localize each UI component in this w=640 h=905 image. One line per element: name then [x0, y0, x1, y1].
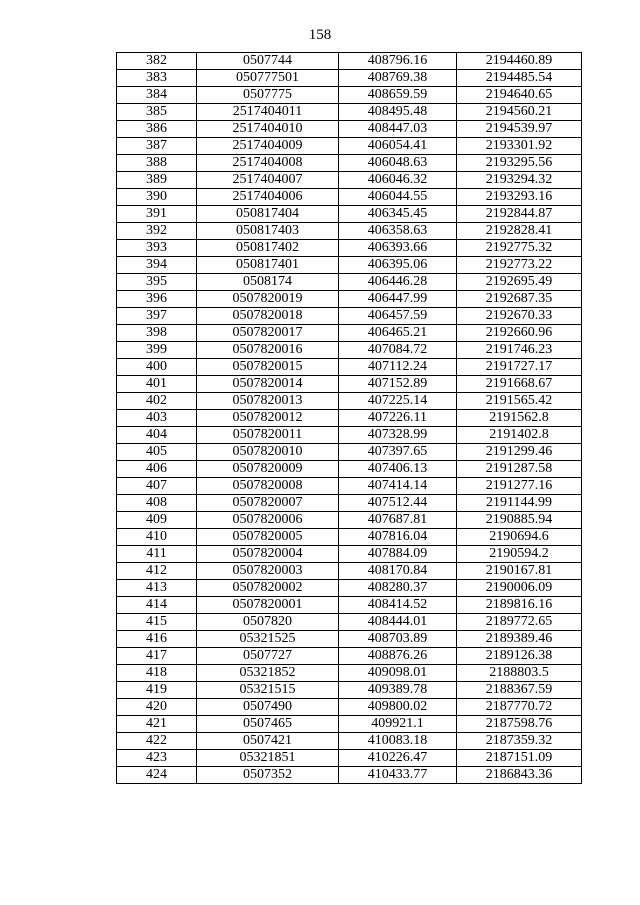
- table-row: [117, 308, 582, 325]
- table-row: [117, 495, 582, 512]
- table-row: [117, 189, 582, 206]
- y-coordinate-cell: 2189126.38: [457, 648, 582, 665]
- point-number-cell: 420: [117, 699, 197, 716]
- coordinates-table: [116, 52, 582, 784]
- x-coordinate-cell: 407397.65: [339, 444, 457, 461]
- point-code-cell: 0507820014: [197, 376, 339, 393]
- x-coordinate-cell: 406393.66: [339, 240, 457, 257]
- y-coordinate-cell: 2192775.32: [457, 240, 582, 257]
- x-coordinate-cell: 406048.63: [339, 155, 457, 172]
- y-coordinate-cell: 2191277.16: [457, 478, 582, 495]
- point-number-cell: 405: [117, 444, 197, 461]
- y-coordinate-cell: 2192773.22: [457, 257, 582, 274]
- point-number-cell: 389: [117, 172, 197, 189]
- page-number: 158: [308, 27, 332, 43]
- point-code-cell: 0507820013: [197, 393, 339, 410]
- x-coordinate-cell: 407225.14: [339, 393, 457, 410]
- point-code-cell: 0507820015: [197, 359, 339, 376]
- x-coordinate-cell: 408444.01: [339, 614, 457, 631]
- table-row: [117, 716, 582, 733]
- point-number-cell: 399: [117, 342, 197, 359]
- point-number-cell: 403: [117, 410, 197, 427]
- x-coordinate-cell: 406447.99: [339, 291, 457, 308]
- point-number-cell: 410: [117, 529, 197, 546]
- x-coordinate-cell: 407816.04: [339, 529, 457, 546]
- point-number-cell: 402: [117, 393, 197, 410]
- table-row: [117, 444, 582, 461]
- y-coordinate-cell: 2188803.5: [457, 665, 582, 682]
- y-coordinate-cell: 2191287.58: [457, 461, 582, 478]
- point-code-cell: 0507820016: [197, 342, 339, 359]
- point-number-cell: 392: [117, 223, 197, 240]
- y-coordinate-cell: 2189816.16: [457, 597, 582, 614]
- point-code-cell: 0507820001: [197, 597, 339, 614]
- point-number-cell: 386: [117, 121, 197, 138]
- point-code-cell: 0507820006: [197, 512, 339, 529]
- point-code-cell: 0507820009: [197, 461, 339, 478]
- y-coordinate-cell: 2192670.33: [457, 308, 582, 325]
- x-coordinate-cell: 407687.81: [339, 512, 457, 529]
- point-code-cell: 05321852: [197, 665, 339, 682]
- point-code-cell: 2517404007: [197, 172, 339, 189]
- y-coordinate-cell: 2191668.67: [457, 376, 582, 393]
- x-coordinate-cell: 406395.06: [339, 257, 457, 274]
- y-coordinate-cell: 2191565.42: [457, 393, 582, 410]
- point-code-cell: 2517404009: [197, 138, 339, 155]
- table-row: [117, 206, 582, 223]
- y-coordinate-cell: 2192844.87: [457, 206, 582, 223]
- point-number-cell: 388: [117, 155, 197, 172]
- point-number-cell: 408: [117, 495, 197, 512]
- point-code-cell: 0507820010: [197, 444, 339, 461]
- table-row: [117, 87, 582, 104]
- table-row: [117, 546, 582, 563]
- table-row: [117, 580, 582, 597]
- point-number-cell: 424: [117, 767, 197, 784]
- table-row: [117, 631, 582, 648]
- y-coordinate-cell: 2187598.76: [457, 716, 582, 733]
- point-number-cell: 383: [117, 70, 197, 87]
- x-coordinate-cell: 410083.18: [339, 733, 457, 750]
- point-code-cell: 0507820018: [197, 308, 339, 325]
- point-number-cell: 384: [117, 87, 197, 104]
- x-coordinate-cell: 409098.01: [339, 665, 457, 682]
- y-coordinate-cell: 2189389.46: [457, 631, 582, 648]
- table-body: [117, 53, 582, 784]
- point-number-cell: 411: [117, 546, 197, 563]
- point-number-cell: 423: [117, 750, 197, 767]
- point-code-cell: 05321851: [197, 750, 339, 767]
- point-code-cell: 050817401: [197, 257, 339, 274]
- table-row: [117, 461, 582, 478]
- y-coordinate-cell: 2191727.17: [457, 359, 582, 376]
- point-code-cell: 2517404011: [197, 104, 339, 121]
- point-code-cell: 0507775: [197, 87, 339, 104]
- x-coordinate-cell: 406358.63: [339, 223, 457, 240]
- point-number-cell: 406: [117, 461, 197, 478]
- point-number-cell: 404: [117, 427, 197, 444]
- x-coordinate-cell: 406457.59: [339, 308, 457, 325]
- y-coordinate-cell: 2188367.59: [457, 682, 582, 699]
- x-coordinate-cell: 408876.26: [339, 648, 457, 665]
- x-coordinate-cell: 408659.59: [339, 87, 457, 104]
- table-row: [117, 325, 582, 342]
- point-number-cell: 385: [117, 104, 197, 121]
- y-coordinate-cell: 2191562.8: [457, 410, 582, 427]
- x-coordinate-cell: 406044.55: [339, 189, 457, 206]
- table-row: [117, 478, 582, 495]
- point-number-cell: 419: [117, 682, 197, 699]
- point-number-cell: 412: [117, 563, 197, 580]
- table-row: [117, 376, 582, 393]
- y-coordinate-cell: 2190167.81: [457, 563, 582, 580]
- x-coordinate-cell: 408447.03: [339, 121, 457, 138]
- point-number-cell: 413: [117, 580, 197, 597]
- point-number-cell: 422: [117, 733, 197, 750]
- table-row: [117, 410, 582, 427]
- x-coordinate-cell: 407112.24: [339, 359, 457, 376]
- point-code-cell: 0507820004: [197, 546, 339, 563]
- y-coordinate-cell: 2190594.2: [457, 546, 582, 563]
- x-coordinate-cell: 408703.89: [339, 631, 457, 648]
- point-code-cell: 2517404006: [197, 189, 339, 206]
- point-code-cell: 0508174: [197, 274, 339, 291]
- table-row: [117, 359, 582, 376]
- table-row: [117, 682, 582, 699]
- table-row: [117, 733, 582, 750]
- y-coordinate-cell: 2191144.99: [457, 495, 582, 512]
- point-number-cell: 400: [117, 359, 197, 376]
- x-coordinate-cell: 410433.77: [339, 767, 457, 784]
- table-row: [117, 138, 582, 155]
- point-code-cell: 05321515: [197, 682, 339, 699]
- x-coordinate-cell: 409389.78: [339, 682, 457, 699]
- point-code-cell: 2517404008: [197, 155, 339, 172]
- table-row: [117, 223, 582, 240]
- y-coordinate-cell: 2193293.16: [457, 189, 582, 206]
- point-number-cell: 398: [117, 325, 197, 342]
- table-row: [117, 529, 582, 546]
- point-number-cell: 391: [117, 206, 197, 223]
- x-coordinate-cell: 406345.45: [339, 206, 457, 223]
- point-code-cell: 0507490: [197, 699, 339, 716]
- y-coordinate-cell: 2187151.09: [457, 750, 582, 767]
- y-coordinate-cell: 2194560.21: [457, 104, 582, 121]
- point-code-cell: 0507727: [197, 648, 339, 665]
- table-row: [117, 70, 582, 87]
- x-coordinate-cell: 408495.48: [339, 104, 457, 121]
- y-coordinate-cell: 2192828.41: [457, 223, 582, 240]
- y-coordinate-cell: 2191402.8: [457, 427, 582, 444]
- point-code-cell: 0507820003: [197, 563, 339, 580]
- x-coordinate-cell: 408280.37: [339, 580, 457, 597]
- x-coordinate-cell: 407084.72: [339, 342, 457, 359]
- table-row: [117, 614, 582, 631]
- table-row: [117, 767, 582, 784]
- y-coordinate-cell: 2190694.6: [457, 529, 582, 546]
- point-number-cell: 387: [117, 138, 197, 155]
- point-code-cell: 0507744: [197, 53, 339, 70]
- x-coordinate-cell: 407328.99: [339, 427, 457, 444]
- x-coordinate-cell: 409800.02: [339, 699, 457, 716]
- y-coordinate-cell: 2194460.89: [457, 53, 582, 70]
- x-coordinate-cell: 408769.38: [339, 70, 457, 87]
- point-code-cell: 050817404: [197, 206, 339, 223]
- table-row: [117, 750, 582, 767]
- table-row: [117, 393, 582, 410]
- y-coordinate-cell: 2189772.65: [457, 614, 582, 631]
- y-coordinate-cell: 2194539.97: [457, 121, 582, 138]
- point-code-cell: 0507820011: [197, 427, 339, 444]
- x-coordinate-cell: 407884.09: [339, 546, 457, 563]
- x-coordinate-cell: 408414.52: [339, 597, 457, 614]
- y-coordinate-cell: 2190885.94: [457, 512, 582, 529]
- table-row: [117, 53, 582, 70]
- y-coordinate-cell: 2192660.96: [457, 325, 582, 342]
- table-row: [117, 597, 582, 614]
- table-row: [117, 648, 582, 665]
- point-number-cell: 393: [117, 240, 197, 257]
- point-code-cell: 0507820007: [197, 495, 339, 512]
- table-row: [117, 563, 582, 580]
- table-row: [117, 427, 582, 444]
- point-number-cell: 416: [117, 631, 197, 648]
- x-coordinate-cell: 410226.47: [339, 750, 457, 767]
- point-code-cell: 0507465: [197, 716, 339, 733]
- y-coordinate-cell: 2186843.36: [457, 767, 582, 784]
- point-number-cell: 401: [117, 376, 197, 393]
- point-number-cell: 394: [117, 257, 197, 274]
- table-row: [117, 274, 582, 291]
- table-row: [117, 665, 582, 682]
- point-number-cell: 382: [117, 53, 197, 70]
- y-coordinate-cell: 2191746.23: [457, 342, 582, 359]
- x-coordinate-cell: 406446.28: [339, 274, 457, 291]
- x-coordinate-cell: 407512.44: [339, 495, 457, 512]
- y-coordinate-cell: 2193294.32: [457, 172, 582, 189]
- x-coordinate-cell: 408796.16: [339, 53, 457, 70]
- y-coordinate-cell: 2194485.54: [457, 70, 582, 87]
- x-coordinate-cell: 406465.21: [339, 325, 457, 342]
- y-coordinate-cell: 2190006.09: [457, 580, 582, 597]
- point-code-cell: 050777501: [197, 70, 339, 87]
- point-code-cell: 0507820017: [197, 325, 339, 342]
- point-code-cell: 2517404010: [197, 121, 339, 138]
- table-row: [117, 291, 582, 308]
- point-code-cell: 0507421: [197, 733, 339, 750]
- point-code-cell: 0507820019: [197, 291, 339, 308]
- y-coordinate-cell: 2191299.46: [457, 444, 582, 461]
- table-row: [117, 104, 582, 121]
- point-code-cell: 05321525: [197, 631, 339, 648]
- point-number-cell: 390: [117, 189, 197, 206]
- point-code-cell: 0507820005: [197, 529, 339, 546]
- x-coordinate-cell: 406046.32: [339, 172, 457, 189]
- point-number-cell: 414: [117, 597, 197, 614]
- point-number-cell: 415: [117, 614, 197, 631]
- y-coordinate-cell: 2192695.49: [457, 274, 582, 291]
- table-row: [117, 155, 582, 172]
- point-number-cell: 396: [117, 291, 197, 308]
- x-coordinate-cell: 406054.41: [339, 138, 457, 155]
- point-number-cell: 418: [117, 665, 197, 682]
- x-coordinate-cell: 409921.1: [339, 716, 457, 733]
- point-code-cell: 0507820002: [197, 580, 339, 597]
- point-code-cell: 0507352: [197, 767, 339, 784]
- x-coordinate-cell: 408170.84: [339, 563, 457, 580]
- point-number-cell: 397: [117, 308, 197, 325]
- y-coordinate-cell: 2193295.56: [457, 155, 582, 172]
- table-row: [117, 342, 582, 359]
- y-coordinate-cell: 2192687.35: [457, 291, 582, 308]
- table-row: [117, 172, 582, 189]
- x-coordinate-cell: 407226.11: [339, 410, 457, 427]
- point-number-cell: 409: [117, 512, 197, 529]
- table-row: [117, 121, 582, 138]
- x-coordinate-cell: 407152.89: [339, 376, 457, 393]
- point-code-cell: 0507820: [197, 614, 339, 631]
- point-number-cell: 421: [117, 716, 197, 733]
- point-number-cell: 417: [117, 648, 197, 665]
- y-coordinate-cell: 2187770.72: [457, 699, 582, 716]
- y-coordinate-cell: 2194640.65: [457, 87, 582, 104]
- x-coordinate-cell: 407406.13: [339, 461, 457, 478]
- table-row: [117, 512, 582, 529]
- point-number-cell: 407: [117, 478, 197, 495]
- point-number-cell: 395: [117, 274, 197, 291]
- y-coordinate-cell: 2193301.92: [457, 138, 582, 155]
- table-row: [117, 257, 582, 274]
- table-row: [117, 699, 582, 716]
- point-code-cell: 0507820012: [197, 410, 339, 427]
- y-coordinate-cell: 2187359.32: [457, 733, 582, 750]
- point-code-cell: 0507820008: [197, 478, 339, 495]
- x-coordinate-cell: 407414.14: [339, 478, 457, 495]
- point-code-cell: 050817402: [197, 240, 339, 257]
- point-code-cell: 050817403: [197, 223, 339, 240]
- table-row: [117, 240, 582, 257]
